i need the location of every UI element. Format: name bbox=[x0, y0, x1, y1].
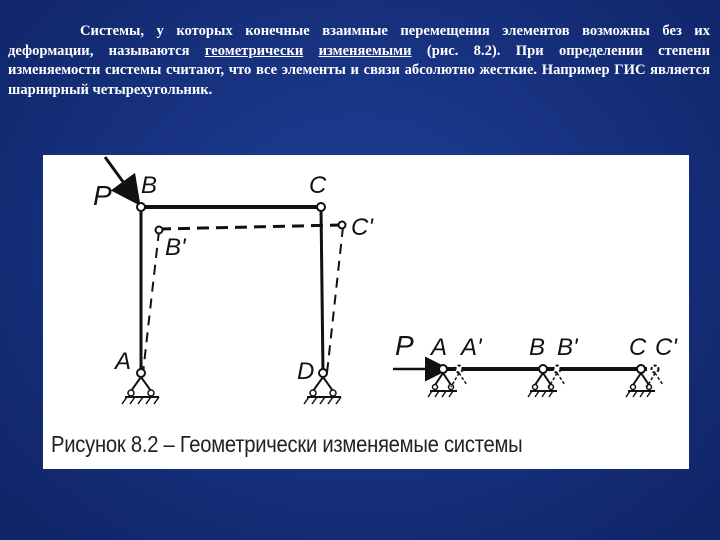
paragraph-text-start: Системы, у которых конечные взаимные перемещения элементов возможны без их деформации, называются bbox=[8, 23, 710, 59]
paragraph-text-end: (рис. 8.2). При определении степени изменяемости системы считают, что все элементы и связи абсолютно жесткие. Например ГИС является шарнирный четырехугольник. bbox=[8, 42, 710, 98]
displaced-member-bc bbox=[159, 225, 341, 229]
left-diagram bbox=[93, 157, 374, 404]
label-b-right: B bbox=[529, 334, 546, 361]
member-cd bbox=[321, 207, 323, 373]
hinge-b-prime bbox=[156, 227, 163, 234]
hinge-b bbox=[137, 203, 145, 211]
label-a-prime-right: A' bbox=[461, 334, 482, 361]
figure-drawing bbox=[43, 155, 689, 469]
displaced-member-cd bbox=[327, 227, 343, 373]
term-space bbox=[303, 43, 318, 59]
hinge-c bbox=[317, 203, 325, 211]
label-d-left: D bbox=[297, 358, 315, 385]
label-p-right: P bbox=[395, 330, 414, 361]
right-diagram bbox=[393, 330, 678, 397]
label-a-right: A bbox=[431, 334, 448, 361]
displaced-member-ab bbox=[143, 231, 159, 373]
label-p-left: P bbox=[93, 180, 112, 211]
label-a-left: A bbox=[115, 348, 132, 375]
label-b-prime-left: B' bbox=[165, 234, 186, 261]
figure-8-2 bbox=[43, 155, 689, 469]
label-c-prime-left: C' bbox=[351, 214, 373, 241]
label-b-prime-right: B' bbox=[557, 334, 578, 361]
hinge-c-prime bbox=[339, 222, 346, 229]
label-c-prime-right: C' bbox=[655, 334, 677, 361]
figure-caption: Рисунок 8.2 – Геометрически изменяемые системы bbox=[51, 431, 523, 457]
term-geometrically: геометрически bbox=[204, 42, 304, 59]
label-c-right: C bbox=[629, 334, 647, 361]
label-c-left: C bbox=[309, 172, 327, 199]
body-paragraph bbox=[8, 22, 710, 100]
term-changeable: изменяемыми bbox=[318, 42, 412, 59]
label-b-left: B bbox=[141, 172, 158, 199]
